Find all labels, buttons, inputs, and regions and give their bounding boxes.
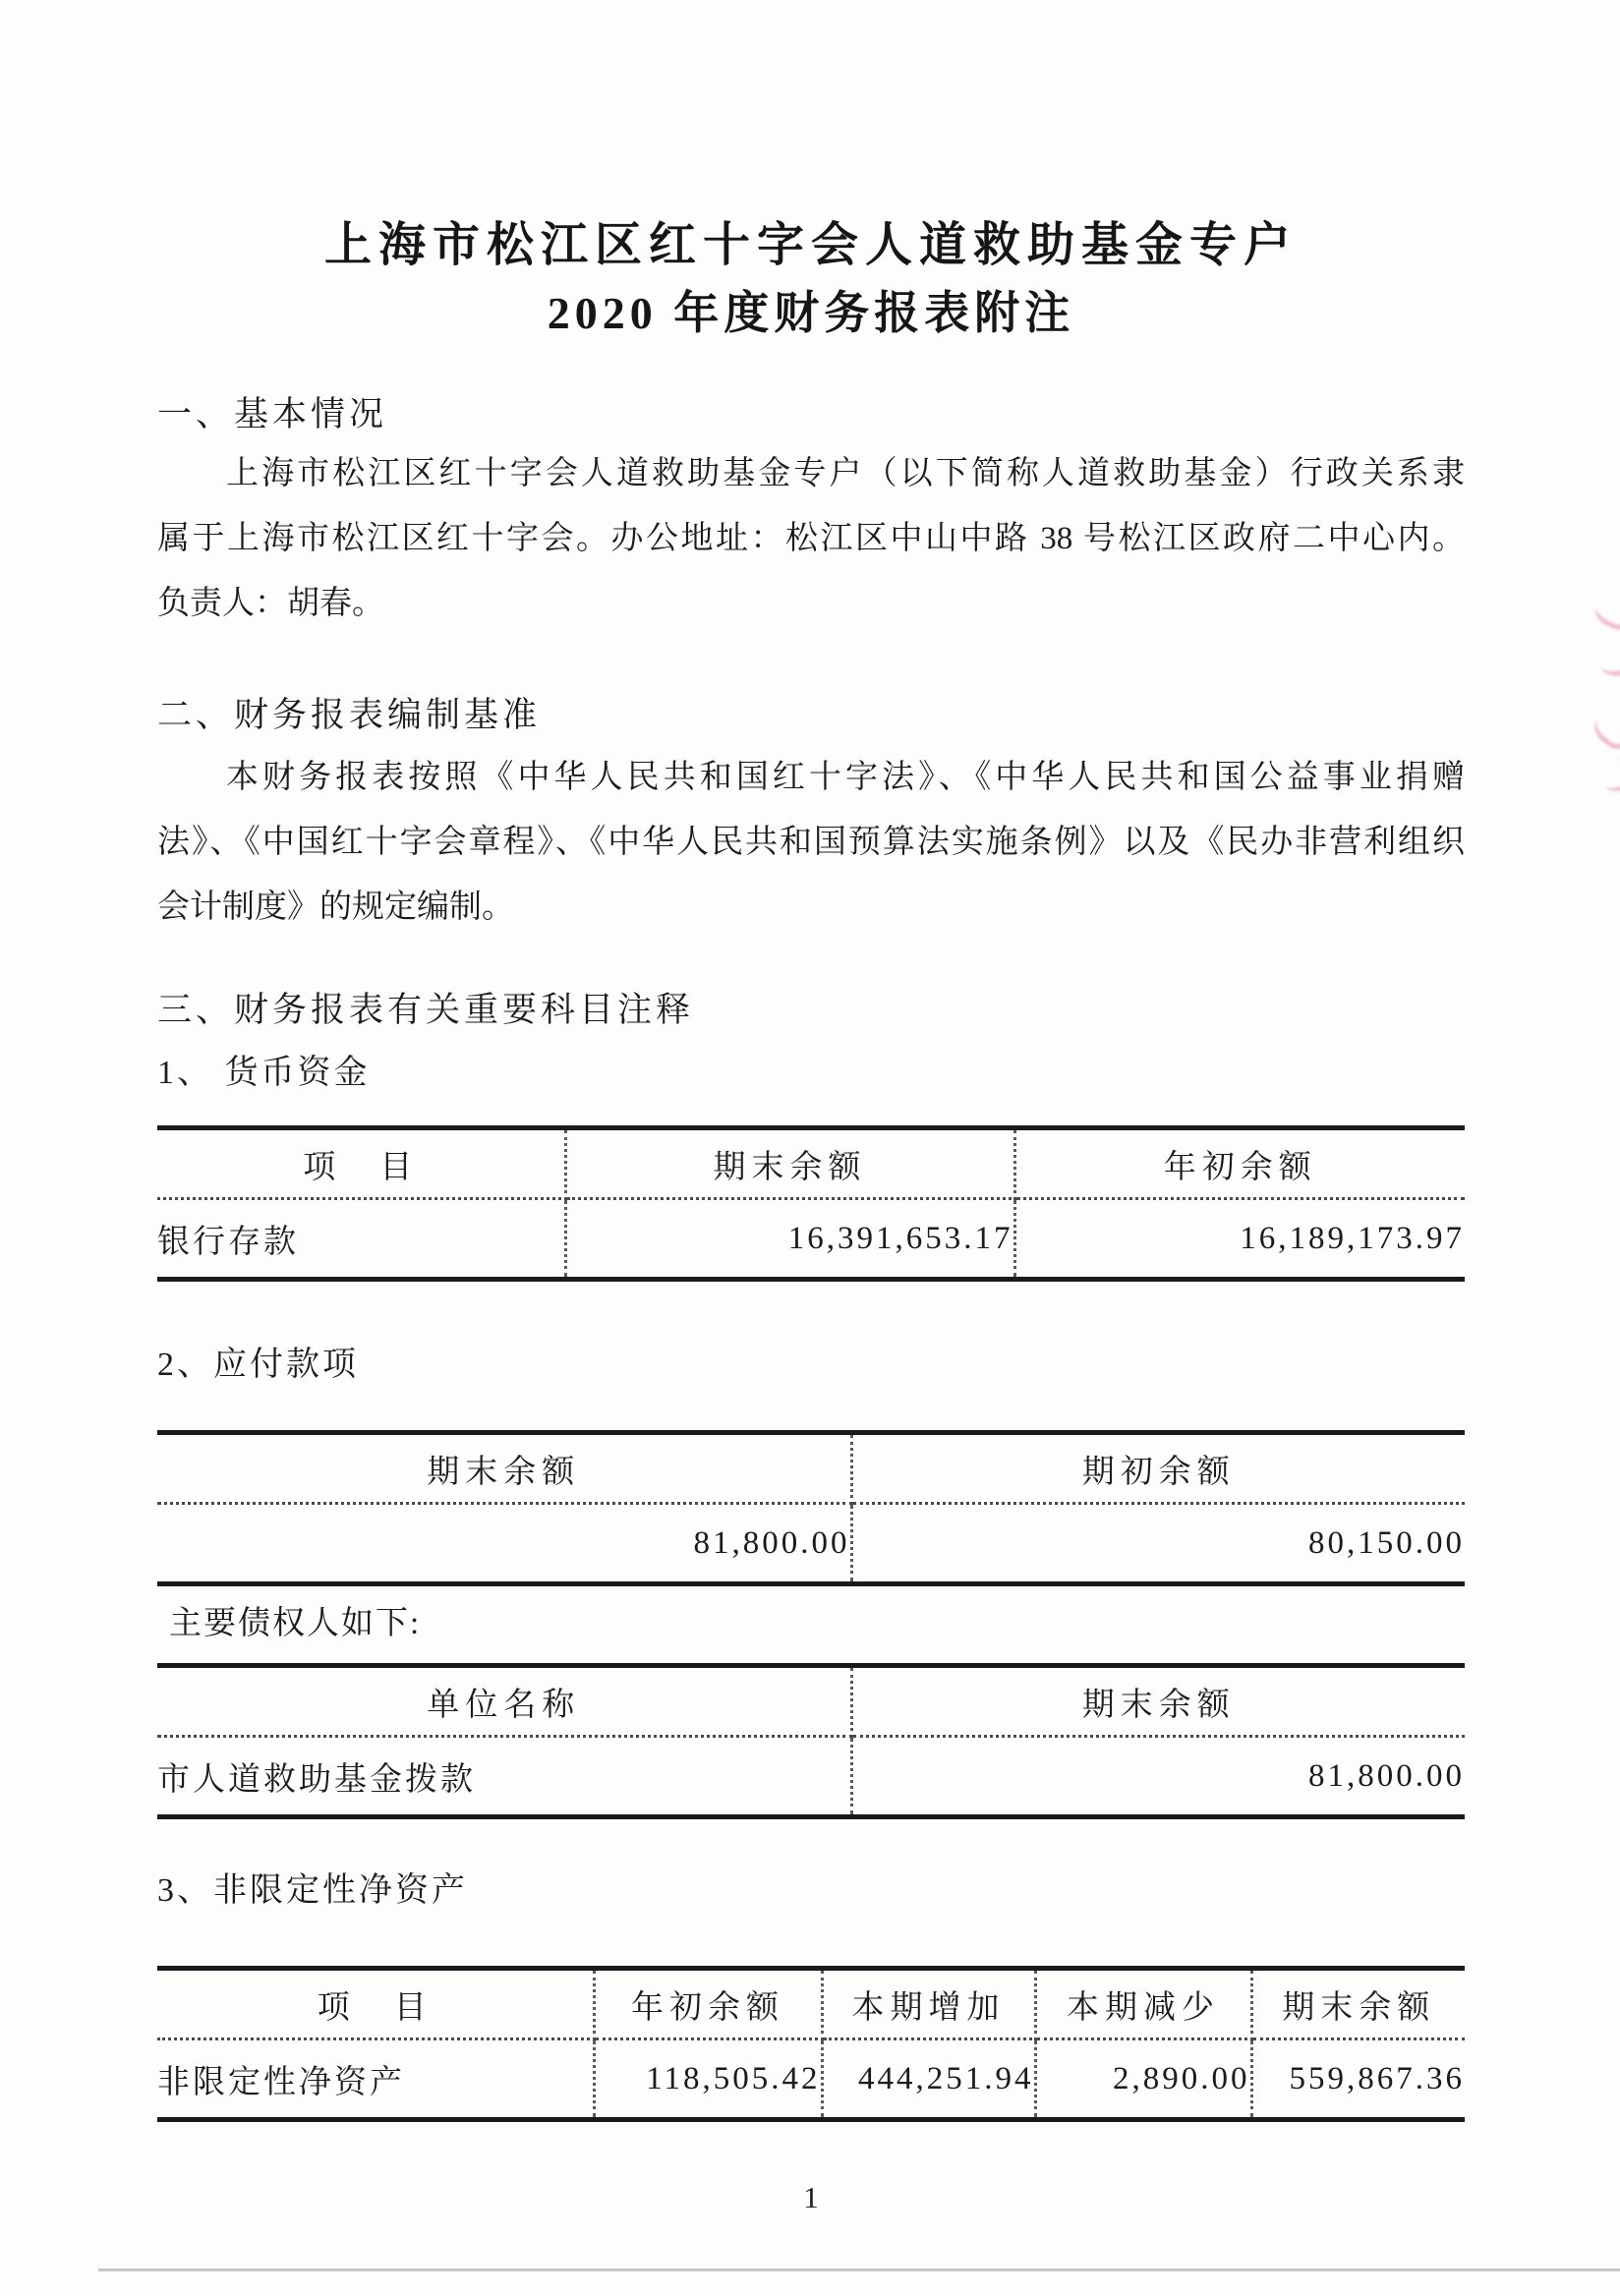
unrestricted-net-assets-table [157, 1966, 1465, 2122]
table-header-row [157, 1969, 1465, 2039]
cell-beginning-balance: 118,505.42 [594, 2039, 822, 2120]
cell-ending-balance: 16,391,653.17 [565, 1199, 1014, 1280]
section-2-heading: 二、财务报表编制基准 [157, 696, 542, 734]
cell-creditor-name: 市人道救助基金拨款 [157, 1737, 851, 1817]
payables-table [157, 1430, 1465, 1586]
header-ending-balance: 期末余额 [851, 1666, 1465, 1737]
header-ending-balance: 期末余额 [1251, 1969, 1465, 2039]
cell-ending-balance: 559,867.36 [1289, 2060, 1465, 2096]
creditors-table [157, 1663, 1465, 1819]
stamp-fragment-icon [1589, 706, 1620, 755]
cell-current-increase: 444,251.94 [822, 2039, 1035, 2120]
header-item: 项 目 [157, 1969, 594, 2039]
section-2-paragraph-line3: 会计制度》的规定编制。 [157, 890, 514, 925]
cell-ending-balance: 81,800.00 [1308, 1757, 1465, 1794]
subsection-1-heading: 1、 货币资金 [157, 1055, 371, 1091]
creditors-note: 主要债权人如下: [169, 1606, 422, 1641]
header-ending-balance: 期末余额 [157, 1433, 851, 1504]
table-row [157, 1737, 1465, 1817]
document-title-line1: 上海市松江区红十字会人道救助基金专户 [323, 219, 1298, 271]
header-item: 项 目 [157, 1128, 565, 1199]
section-1-paragraph-line3: 负责人：胡春。 [157, 586, 384, 621]
header-current-increase: 本期增加 [822, 1969, 1035, 2039]
cell-beginning-balance: 80,150.00 [1308, 1524, 1465, 1561]
table-row [157, 1504, 1465, 1584]
header-ending-balance: 期末余额 [565, 1128, 1014, 1199]
scan-artifact-line [98, 2268, 1620, 2271]
cell-current-decrease: 2,890.00 [1035, 2039, 1251, 2120]
cell-beginning-balance: 16,189,173.97 [1240, 1220, 1465, 1256]
section-1-paragraph-line1: 上海市松江区红十字会人道救助基金专户（以下简称人道救助基金）行政关系隶 [226, 456, 1465, 491]
section-2-paragraph-line2: 法》、《中国红十字会章程》、《中华人民共和国预算法实施条例》以及《民办非营利组织 [157, 825, 1465, 860]
page-number: 1 [803, 2180, 819, 2214]
subsection-2-heading: 2、应付款项 [157, 1347, 359, 1383]
cell-ending-balance: 81,800.00 [157, 1504, 851, 1584]
header-unit-name: 单位名称 [157, 1666, 851, 1737]
stamp-fragment-icon [1591, 591, 1620, 635]
subsection-3-heading: 3、非限定性净资产 [157, 1872, 468, 1909]
header-beginning-balance: 期初余额 [851, 1433, 1465, 1504]
table-header-row [157, 1433, 1465, 1504]
section-2-paragraph-line1: 本财务报表按照《中华人民共和国红十字法》、《中华人民共和国公益事业捐赠 [226, 760, 1465, 795]
document-title-line2: 2020 年度财务报表附注 [547, 288, 1075, 338]
table-row [157, 1199, 1465, 1280]
monetary-funds-table [157, 1125, 1465, 1282]
stamp-fragment-icon [1596, 641, 1620, 679]
header-current-decrease: 本期减少 [1035, 1969, 1251, 2039]
header-beginning-balance: 年初余额 [594, 1969, 822, 2039]
table-row [157, 2039, 1465, 2120]
header-beginning-of-year-balance: 年初余额 [1014, 1128, 1465, 1199]
cell-item-name: 非限定性净资产 [157, 2039, 594, 2120]
section-3-heading: 三、财务报表有关重要科目注释 [157, 991, 695, 1029]
section-1-heading: 一、基本情况 [157, 395, 388, 433]
stamp-fragment-icon [1596, 751, 1620, 797]
section-1-paragraph-line2: 属于上海市松江区红十字会。办公地址：松江区中山中路 38 号松江区政府二中心内。 [157, 521, 1465, 556]
table-header-row [157, 1666, 1465, 1737]
cell-bank-deposits: 银行存款 [157, 1199, 565, 1280]
table-header-row [157, 1128, 1465, 1199]
